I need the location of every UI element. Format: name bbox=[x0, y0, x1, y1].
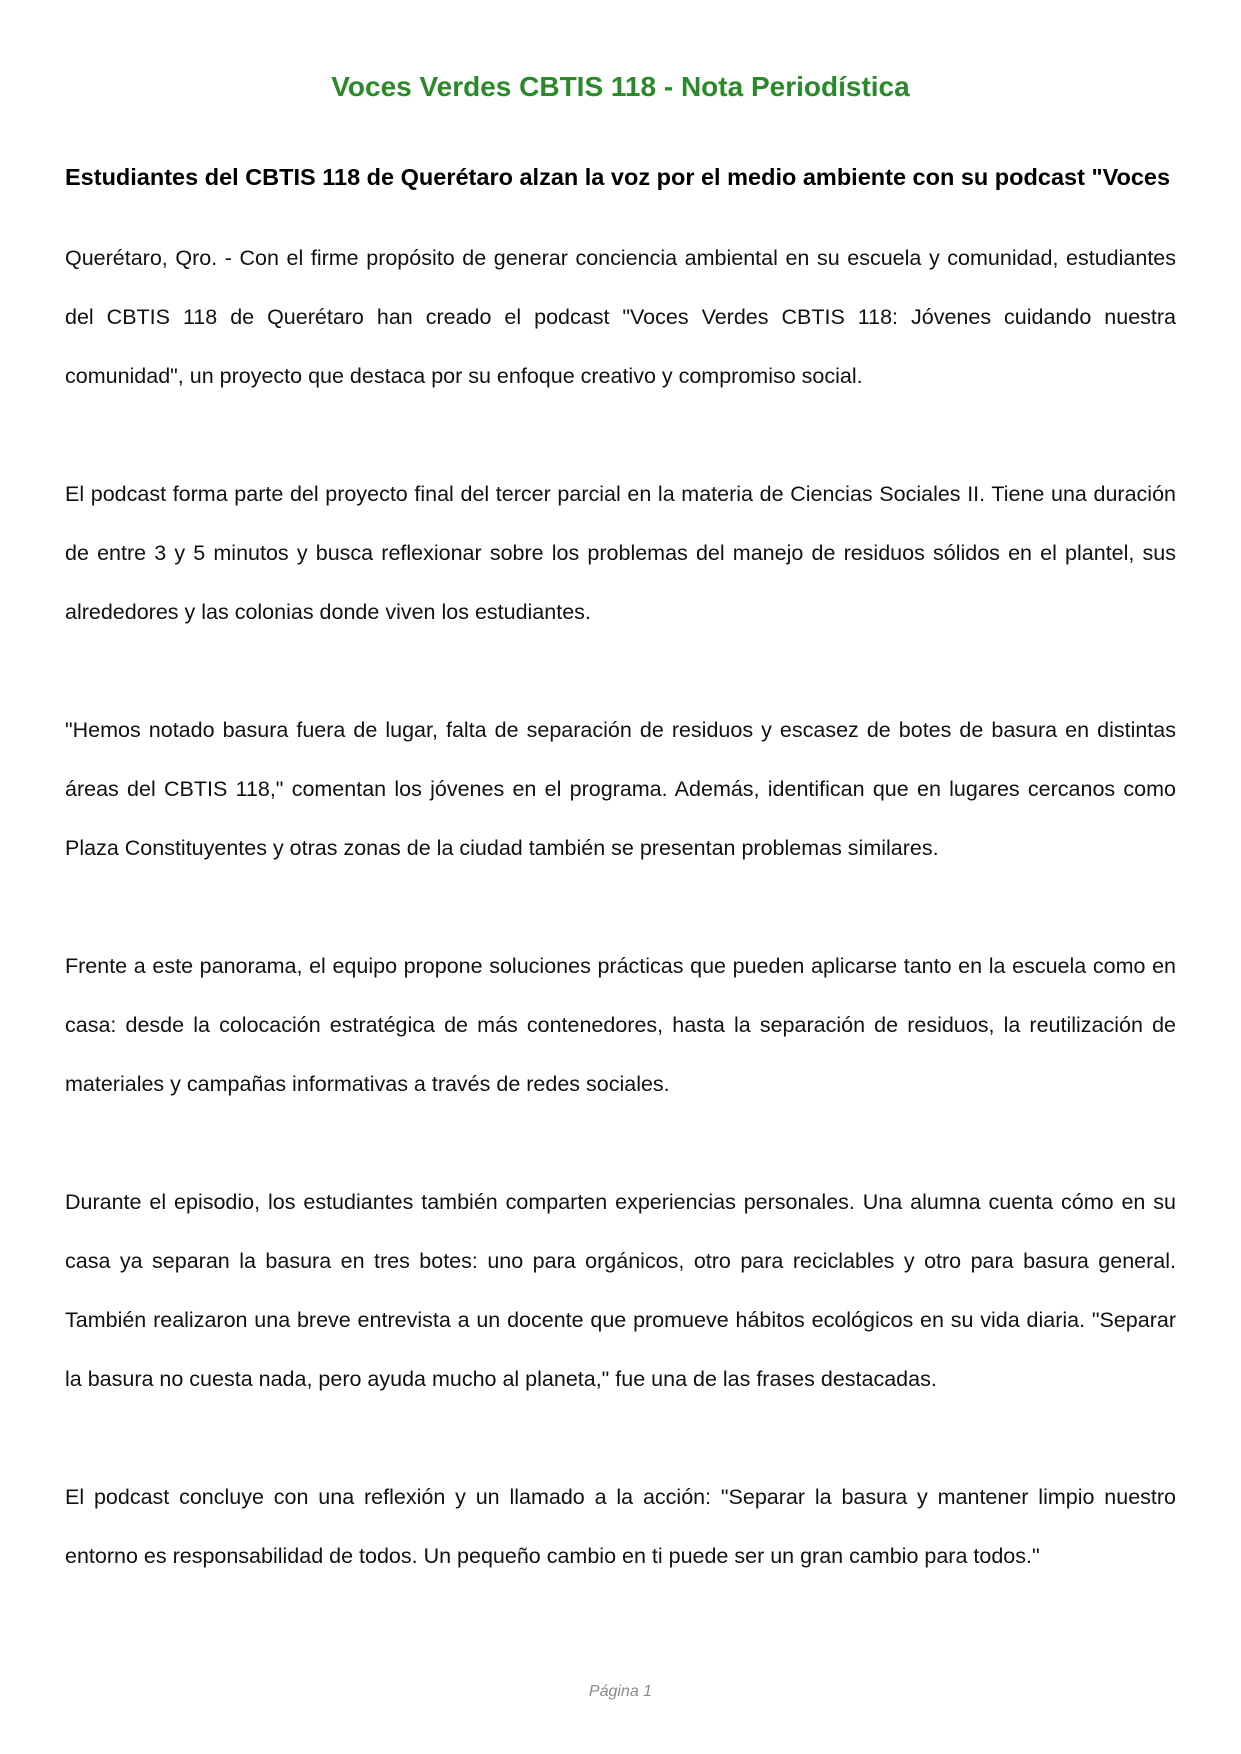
paragraph-intro: Querétaro, Qro. - Con el firme propósito de generar conciencia ambiental en su escuela y comunidad, estudiantes del CBTIS 118 de Querétaro han creado el podcast "Voces Verdes CBTIS 118: Jóvenes cuidando nuestra comunidad", un proyecto que destaca por su enfoque creativo y compromiso social. bbox=[65, 246, 1176, 388]
paragraph-solutions: Frente a este panorama, el equipo propone soluciones prácticas que pueden aplicarse tanto en la escuela como en casa: desde la colocación estratégica de más contenedores, hasta la separación de residuos, la reutilización de materiales y campañas informativas a través de redes sociales. bbox=[65, 954, 1176, 1096]
article-body bbox=[65, 229, 1176, 1586]
article-headline: Estudiantes del CBTIS 118 de Querétaro alzan la voz por el medio ambiente con su podcast "Voces bbox=[65, 164, 1171, 190]
paragraph-project: El podcast forma parte del proyecto final del tercer parcial en la materia de Ciencias Sociales II. Tiene una duración de entre 3 y 5 minutos y busca reflexionar sobre los problemas del manejo de residuos sólidos en el plantel, sus alrededores y las colonias donde viven los estudiantes. bbox=[65, 482, 1176, 624]
page-number: Página 1 bbox=[588, 1683, 653, 1700]
paragraph-conclusion: El podcast concluye con una reflexión y un llamado a la acción: "Separar la basura y mantener limpio nuestro entorno es responsabilidad de todos. Un pequeño cambio en ti puede ser un gran cambio para todos." bbox=[65, 1485, 1176, 1568]
document-title: Voces Verdes CBTIS 118 - Nota Periodística bbox=[331, 71, 910, 102]
paragraph-experiences: Durante el episodio, los estudiantes también comparten experiencias personales. Una alumna cuenta cómo en su casa ya separan la basura en tres botes: uno para orgánicos, otro para reciclables y otro para basura general. También realizaron una breve entrevista a un docente que promueve hábitos ecológicos en su vida diaria. "Separar la basura no cuesta nada, pero ayuda mucho al planeta," fue una de las frases destacadas. bbox=[65, 1190, 1176, 1391]
paragraph-problems: "Hemos notado basura fuera de lugar, falta de separación de residuos y escasez de botes de basura en distintas áreas del CBTIS 118," comentan los jóvenes en el programa. Además, identifican que en lugares cercanos como Plaza Constituyentes y otras zonas de la ciudad también se presentan problemas similares. bbox=[65, 718, 1176, 860]
